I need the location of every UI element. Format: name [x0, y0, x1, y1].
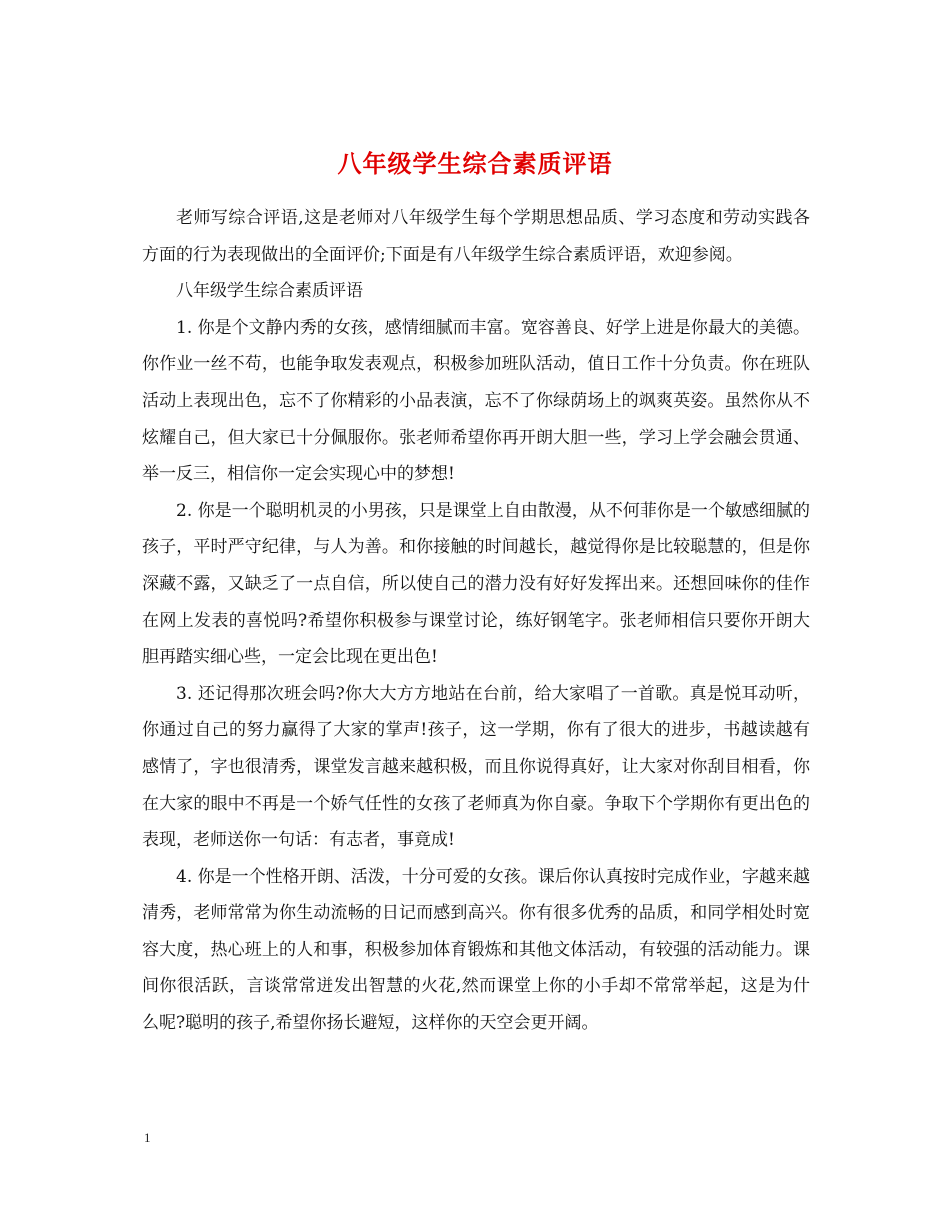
comment-paragraph-4: 4. 你是一个性格开朗、活泼，十分可爱的女孩。课后你认真按时完成作业，字越来越清秀，老师常常为你生动流畅的日记而感到高兴。你有很多优秀的品质，和同学相处时宽容大度，热心班上的人和事，积极参加体育锻炼和其他文体活动，有较强的活动能力。课间你很活跃，言谈常常迸发出智慧的火花,然而课堂上你的小手却不常常举起，这是为什么呢?聪明的孩子,希望你扬长避短，这样你的天空会更开阔。 — [142, 866, 810, 1034]
section-heading: 八年级学生综合素质评语 — [176, 281, 363, 302]
comment-paragraph-3: 3. 还记得那次班会吗?你大大方方地站在台前，给大家唱了一首歌。真是悦耳动听，你通过自己的努力赢得了大家的掌声!孩子，这一学期，你有了很大的进步，书越读越有感情了，字也很清秀，课堂发言越来越积极，而且你说得真好，让大家对你刮目相看，你在大家的眼中不再是一个娇气任性的女孩了老师真为你自豪。争取下个学期你有更出色的表现，老师送你一句话：有志者，事竟成! — [142, 683, 810, 851]
document-title: 八年级学生综合素质评语 — [337, 149, 613, 179]
page-number: 1 — [144, 1130, 151, 1145]
comment-paragraph-1: 1. 你是个文静内秀的女孩，感情细腻而丰富。宽容善良、好学上进是你最大的美德。你作业一丝不苟，也能争取发表观点，积极参加班队活动，值日工作十分负责。你在班队活动上表现出色，忘不了你精彩的小品表演，忘不了你绿荫场上的飒爽英姿。虽然你从不炫耀自己，但大家已十分佩服你。张老师希望你再开朗大胆一些，学习上学会融会贯通、举一反三，相信你一定会实现心中的梦想! — [142, 317, 810, 485]
intro-paragraph: 老师写综合评语,这是老师对八年级学生每个学期思想品质、学习态度和劳动实践各方面的行为表现做出的全面评价;下面是有八年级学生综合素质评语，欢迎参阅。 — [142, 208, 810, 265]
document-body — [142, 200, 810, 1042]
comment-paragraph-2: 2. 你是一个聪明机灵的小男孩，只是课堂上自由散漫，从不何菲你是一个敏感细腻的孩子，平时严守纪律，与人为善。和你接触的时间越长，越觉得你是比较聪慧的，但是你深藏不露，又缺乏了一点自信，所以使自己的潜力没有好好发挥出来。还想回味你的佳作在网上发表的喜悦吗?希望你积极参与课堂讨论，练好钢笔字。张老师相信只要你开朗大胆再踏实细心些，一定会比现在更出色! — [142, 500, 810, 668]
